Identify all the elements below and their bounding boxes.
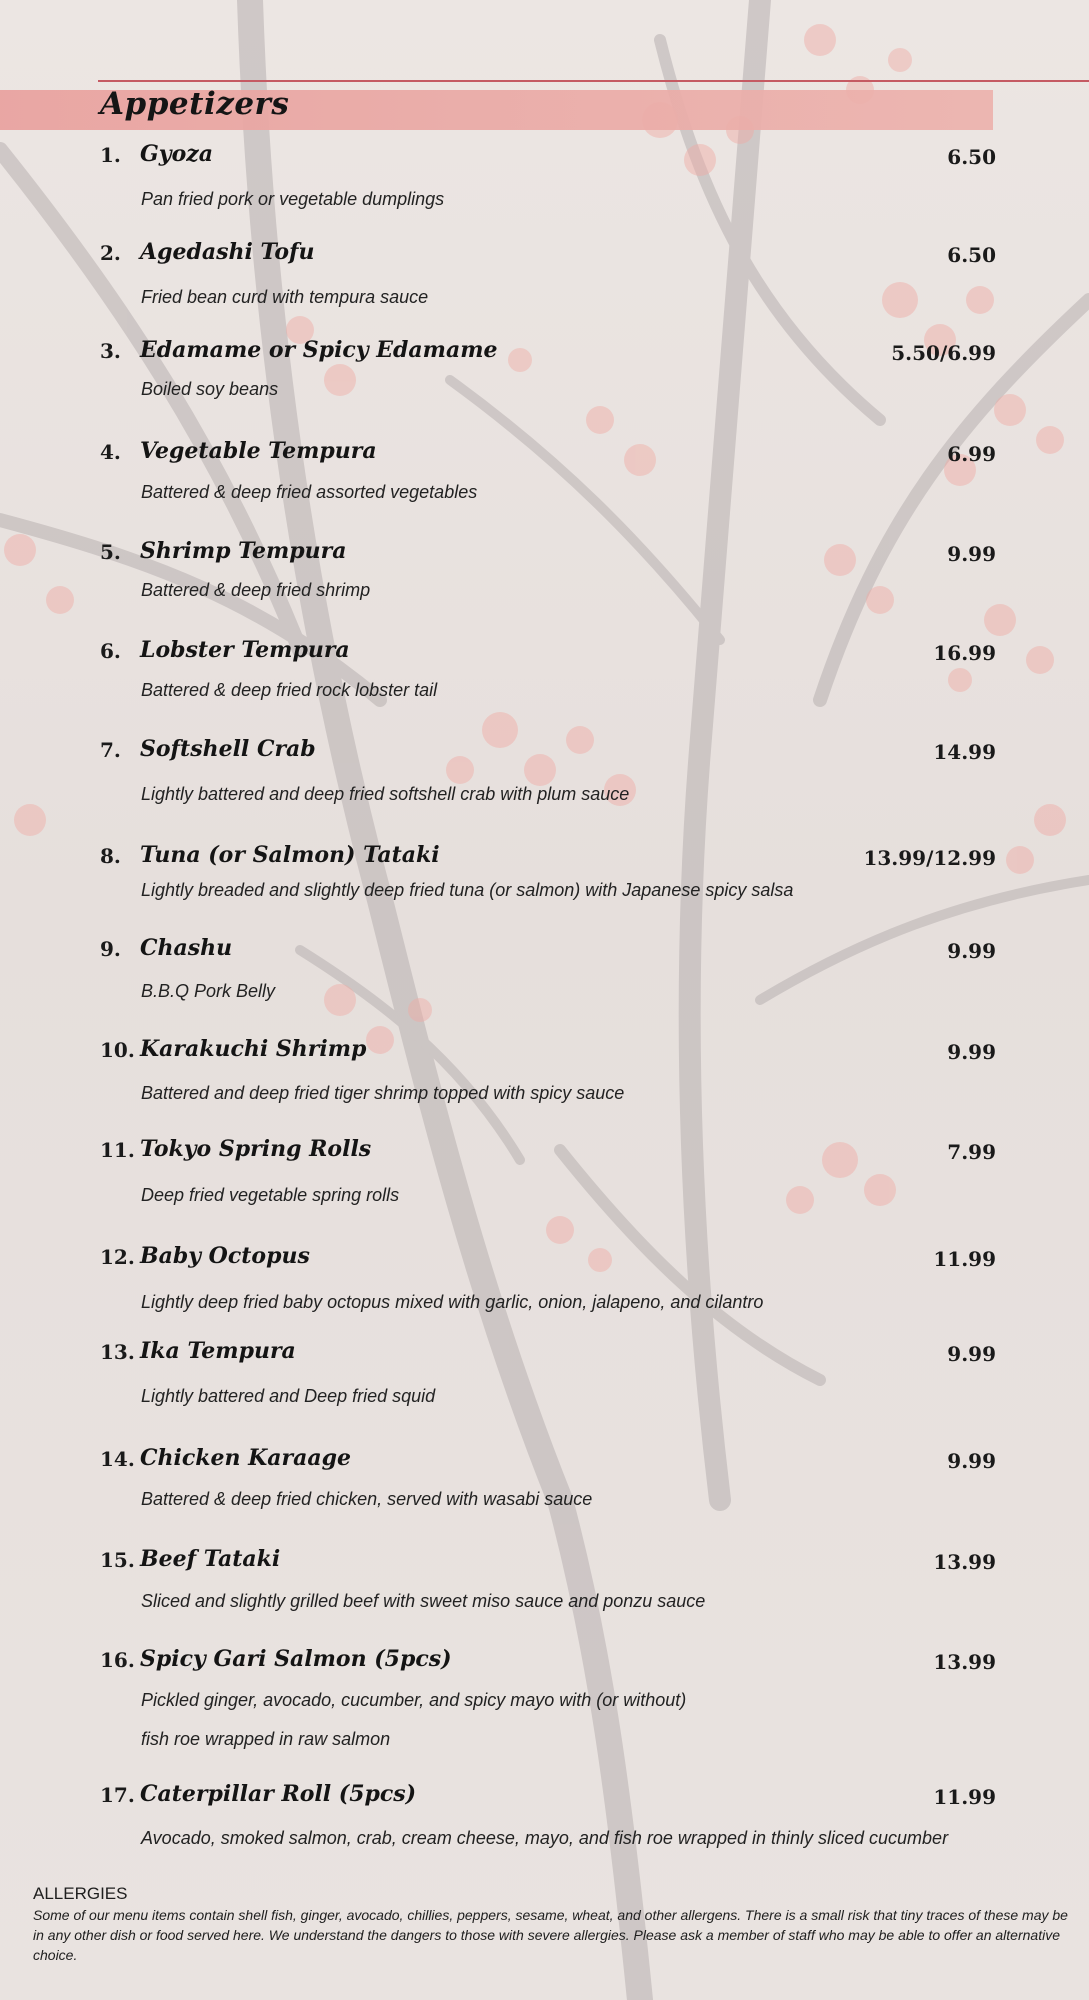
menu-item-name: Baby Octopus xyxy=(140,1243,310,1269)
menu-item-number: 5. xyxy=(100,540,121,564)
menu-item-price: 5.50/6.99 xyxy=(891,341,996,365)
menu-item-title-row xyxy=(100,1783,998,1815)
menu-item-title-row xyxy=(100,639,998,671)
menu-item-price: 7.99 xyxy=(947,1140,996,1164)
menu-item-price: 9.99 xyxy=(947,1342,996,1366)
menu-item-title-row xyxy=(100,1245,998,1277)
menu-item-title-row xyxy=(100,440,998,472)
menu-item-number: 2. xyxy=(100,241,121,265)
menu-item-name: Vegetable Tempura xyxy=(140,438,377,464)
menu-item-description: Avocado, smoked salmon, crab, cream cheese, mayo, and fish roe wrapped in thinly sliced cucumber xyxy=(141,1828,949,1848)
menu-item-description: Sliced and slightly grilled beef with sweet miso sauce and ponzu sauce xyxy=(141,1591,706,1611)
menu-item-title-row xyxy=(100,844,998,876)
menu-item-price: 16.99 xyxy=(933,641,996,665)
menu-item-number: 12. xyxy=(100,1245,135,1269)
menu-item-price: 9.99 xyxy=(947,1040,996,1064)
menu-item-description: Battered & deep fried assorted vegetables xyxy=(141,482,478,502)
menu-item-title-row xyxy=(100,937,998,969)
menu-item-description: Lightly battered and Deep fried squid xyxy=(141,1386,436,1406)
menu-item-name: Chicken Karaage xyxy=(140,1445,352,1471)
menu-item-number: 3. xyxy=(100,339,121,363)
menu-item-price: 6.99 xyxy=(947,442,996,466)
menu-item-title-row xyxy=(100,1548,998,1580)
menu-item-name: Edamame or Spicy Edamame xyxy=(140,337,498,363)
menu-item-description: Lightly deep fried baby octopus mixed with garlic, onion, jalapeno, and cilantro xyxy=(141,1292,764,1312)
menu-item-price: 11.99 xyxy=(933,1247,996,1271)
menu-item-description: fish roe wrapped in raw salmon xyxy=(141,1729,391,1749)
top-divider xyxy=(98,80,1089,82)
menu-item-number: 15. xyxy=(100,1548,135,1572)
menu-item-title-row xyxy=(100,1340,998,1372)
menu-item-price: 13.99/12.99 xyxy=(863,846,996,870)
menu-item-description: B.B.Q Pork Belly xyxy=(141,981,276,1001)
menu-item-title-row xyxy=(100,143,998,175)
menu-item-name: Beef Tataki xyxy=(140,1546,281,1572)
menu-item-price: 9.99 xyxy=(947,542,996,566)
menu-item-number: 9. xyxy=(100,937,121,961)
menu-item-number: 1. xyxy=(100,143,121,167)
menu-item-price: 6.50 xyxy=(947,145,996,169)
menu-item-name: Spicy Gari Salmon (5pcs) xyxy=(140,1646,452,1672)
menu-item-name: Lobster Tempura xyxy=(140,637,350,663)
menu-item-title-row xyxy=(100,1447,998,1479)
menu-item-number: 7. xyxy=(100,738,121,762)
menu-item-description: Battered & deep fried shrimp xyxy=(141,580,371,600)
menu-item-title-row xyxy=(100,738,998,770)
menu-item-name: Gyoza xyxy=(140,141,213,167)
menu-item-description: Battered & deep fried chicken, served with wasabi sauce xyxy=(141,1489,593,1509)
allergies-notice xyxy=(33,1884,1073,1965)
allergies-text: Some of our menu items contain shell fish, ginger, avocado, chillies, peppers, sesame, wheat, and other allergens. There is a small risk that tiny traces of these may be in any other dish or food served here. We understand the dangers to those with severe allergies. Please ask a member of staff who may be able to offer an alternative choice. xyxy=(33,1907,1068,1963)
menu-item-description: Pickled ginger, avocado, cucumber, and spicy mayo with (or without) xyxy=(141,1690,687,1710)
menu-item-name: Softshell Crab xyxy=(140,736,316,762)
menu-item-number: 16. xyxy=(100,1648,135,1672)
menu-item-name: Chashu xyxy=(140,935,233,961)
menu-item-price: 14.99 xyxy=(933,740,996,764)
menu-item-name: Karakuchi Shrimp xyxy=(140,1036,367,1062)
menu-item-price: 9.99 xyxy=(947,939,996,963)
menu-item-number: 14. xyxy=(100,1447,135,1471)
menu-item-description: Deep fried vegetable spring rolls xyxy=(141,1185,400,1205)
menu-item-description: Boiled soy beans xyxy=(141,379,279,399)
menu-item-number: 10. xyxy=(100,1038,135,1062)
menu-item-number: 17. xyxy=(100,1783,135,1807)
menu-item-price: 13.99 xyxy=(933,1550,996,1574)
menu-item-description: Lightly battered and deep fried softshell crab with plum sauce xyxy=(141,784,630,804)
menu-item-title-row xyxy=(100,1648,998,1680)
menu-item-price: 6.50 xyxy=(947,243,996,267)
menu-item-title-row xyxy=(100,540,998,572)
menu-item-description: Lightly breaded and slightly deep fried tuna (or salmon) with Japanese spicy salsa xyxy=(141,880,794,900)
menu-item-number: 6. xyxy=(100,639,121,663)
section-title: Appetizers xyxy=(100,86,290,122)
menu-item-name: Shrimp Tempura xyxy=(140,538,347,564)
menu-item-description: Pan fried pork or vegetable dumplings xyxy=(141,189,445,209)
menu-item-name: Tokyo Spring Rolls xyxy=(140,1136,372,1162)
menu-item-number: 8. xyxy=(100,844,121,868)
menu-item-number: 4. xyxy=(100,440,121,464)
menu-item-description: Fried bean curd with tempura sauce xyxy=(141,287,429,307)
menu-item-price: 11.99 xyxy=(933,1785,996,1809)
menu-item-description: Battered and deep fried tiger shrimp topped with spicy sauce xyxy=(141,1083,625,1103)
menu-item-title-row xyxy=(100,1038,998,1070)
menu-item-number: 13. xyxy=(100,1340,135,1364)
menu-item-description: Battered & deep fried rock lobster tail xyxy=(141,680,438,700)
menu-item-title-row xyxy=(100,1138,998,1170)
menu-item-name: Ika Tempura xyxy=(140,1338,296,1364)
menu-item-name: Tuna (or Salmon) Tataki xyxy=(140,842,440,868)
menu-item-price: 13.99 xyxy=(933,1650,996,1674)
menu-item-title-row xyxy=(100,241,998,273)
menu-item-name: Agedashi Tofu xyxy=(140,239,315,265)
menu-item-price: 9.99 xyxy=(947,1449,996,1473)
menu-item-number: 11. xyxy=(100,1138,135,1162)
menu-item-name: Caterpillar Roll (5pcs) xyxy=(140,1781,417,1807)
allergies-title: ALLERGIES xyxy=(33,1884,128,1903)
menu-item-title-row xyxy=(100,339,998,371)
